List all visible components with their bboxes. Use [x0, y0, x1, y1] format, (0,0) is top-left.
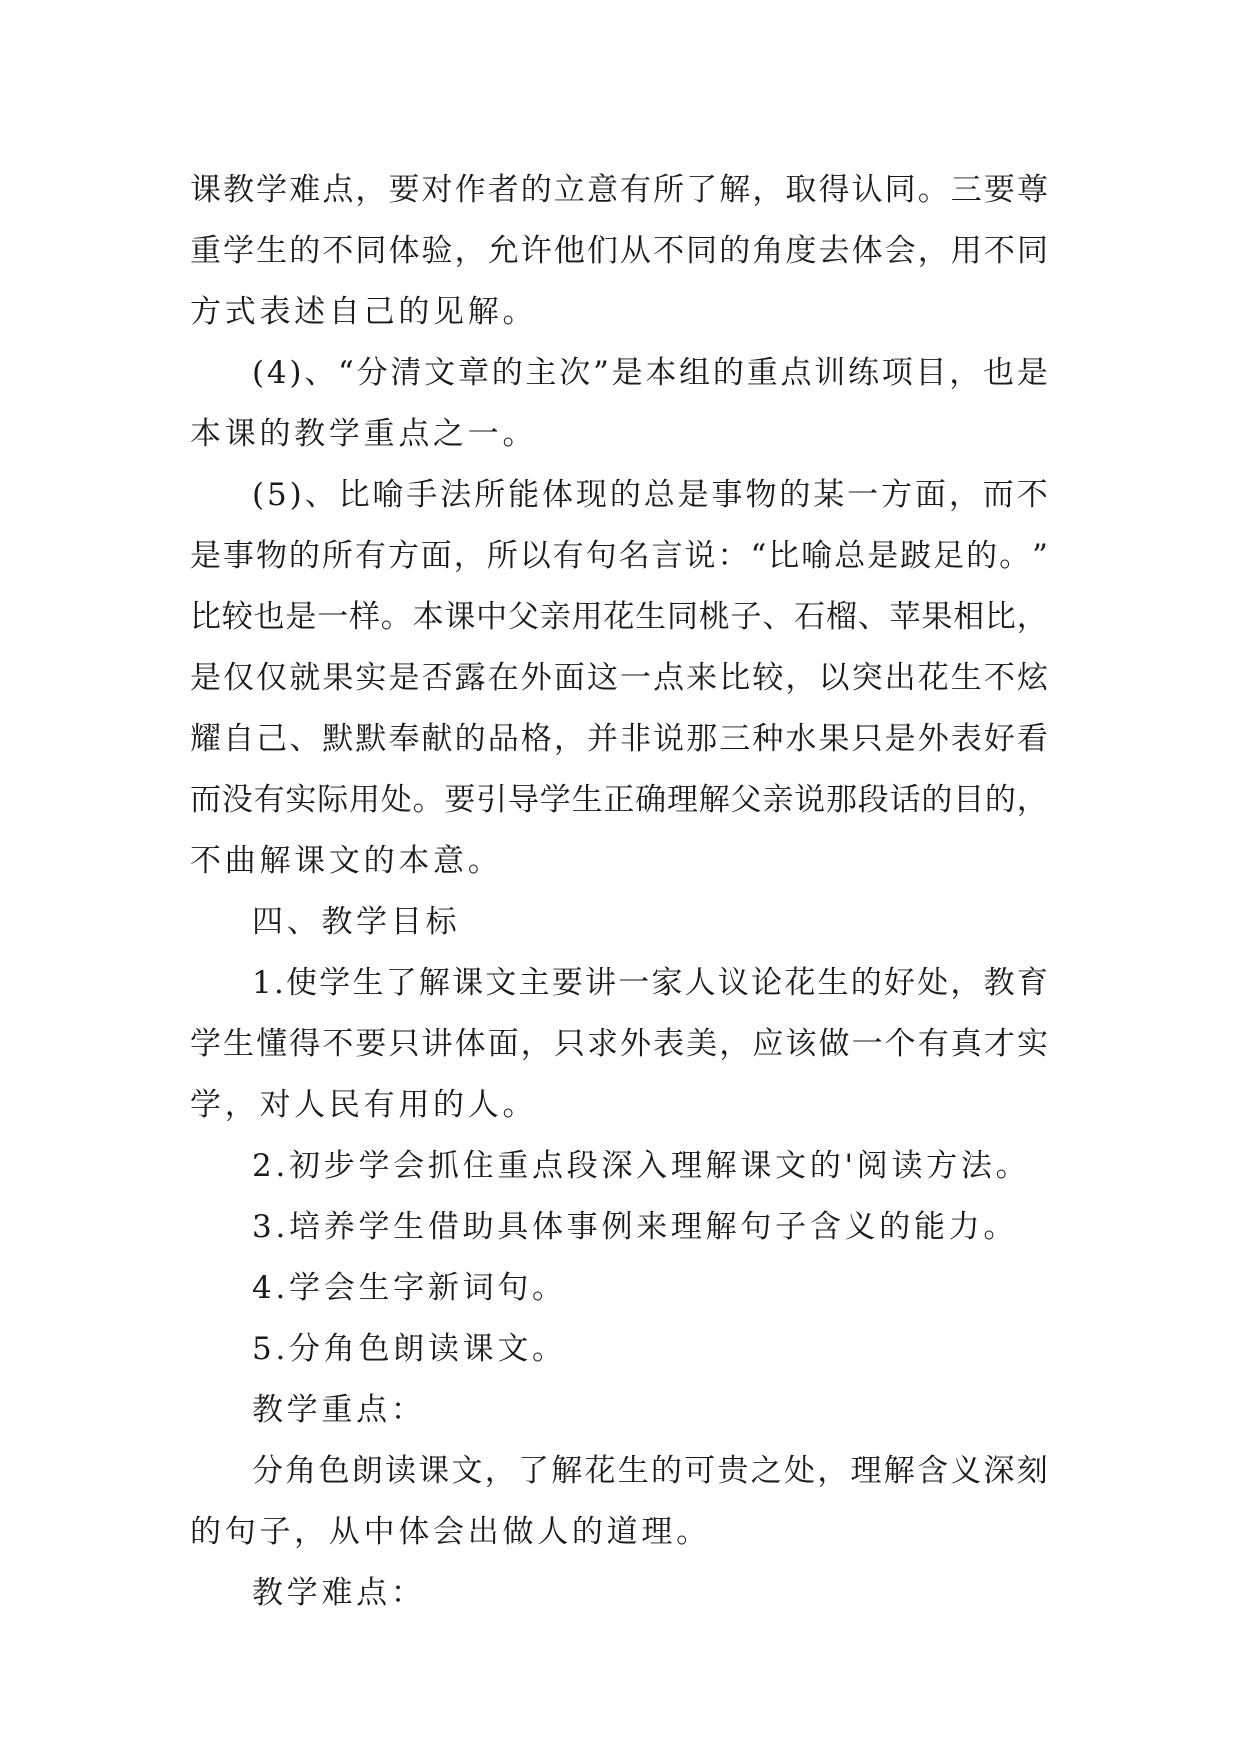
- text-line: 的句子，从中体会出做人的道理。: [190, 1514, 711, 1550]
- text-line: 是 仅 仅 就 果 实 是 否 露 在 外 面 这 一 点 来 比 较 ， 以 突 出 花 生 不 炫: [190, 660, 1048, 696]
- text-line: 方式表述自己的见解。: [190, 294, 538, 330]
- text-line: 而 没 有 实 际 用 处 。 要 引 导 学 生 正 确 理 解 父 亲 说 那 段 话 的 目 的 ，: [190, 782, 1048, 818]
- section-heading: 四、教学目标: [252, 904, 461, 940]
- text-line: 2.初步学会抓住重点段深入理解课文的'阅读方法。: [252, 1148, 1031, 1184]
- text-line: ( 5 ) 、 比 喻 手 法 所 能 体 现 的 总 是 事 物 的 某 一 方 面 ， 而 不: [252, 477, 1048, 513]
- text-line: 5.分角色朗读课文。: [252, 1331, 567, 1367]
- text-line: ( 4 ) 、 “ 分 清 文 章 的 主 次 ” 是 本 组 的 重 点 训 练 项 目 ， 也 是: [252, 355, 1048, 391]
- text-line: 3.培养学生借助具体事例来理解句子含义的能力。: [252, 1209, 1019, 1245]
- text-line: 分 角 色 朗 读 课 文 ， 了 解 花 生 的 可 贵 之 处 ， 理 解 含 义 深 刻: [252, 1453, 1048, 1489]
- text-line: 不曲解课文的本意。: [190, 843, 503, 879]
- text-line: 学 生 懂 得 不 要 只 讲 体 面 ， 只 求 外 表 美 ， 应 该 做 一 个 有 真 才 实: [190, 1026, 1048, 1062]
- text-line: 学，对人民有用的人。: [190, 1087, 538, 1123]
- text-line: 耀 自 己 、 默 默 奉 献 的 品 格 ， 并 非 说 那 三 种 水 果 只 是 外 表 好 看: [190, 721, 1048, 757]
- text-line: 是 事 物 的 所 有 方 面 ， 所 以 有 句 名 言 说 ： “ 比 喻 总 是 跛 足 的 。 ”: [190, 538, 1048, 574]
- text-line: 重 学 生 的 不 同 体 验 ， 允 许 他 们 从 不 同 的 角 度 去 体 会 ， 用 不 同: [190, 233, 1048, 269]
- subheading: 教学难点：: [252, 1575, 426, 1611]
- text-line: 4.学会生字新词句。: [252, 1270, 567, 1306]
- document-body: [190, 160, 1048, 1624]
- text-line: 比 较 也 是 一 样 。 本 课 中 父 亲 用 花 生 同 桃 子 、 石 榴 、 苹 果 相 比 ，: [190, 599, 1048, 635]
- text-line: 课 教 学 难 点 ， 要 对 作 者 的 立 意 有 所 了 解 ， 取 得 认 同 。 三 要 尊: [190, 172, 1048, 208]
- subheading: 教学重点：: [252, 1392, 426, 1428]
- text-line: 本课的教学重点之一。: [190, 416, 538, 452]
- text-line: 1 . 使 学 生 了 解 课 文 主 要 讲 一 家 人 议 论 花 生 的 好 处 ， 教 育: [252, 965, 1048, 1001]
